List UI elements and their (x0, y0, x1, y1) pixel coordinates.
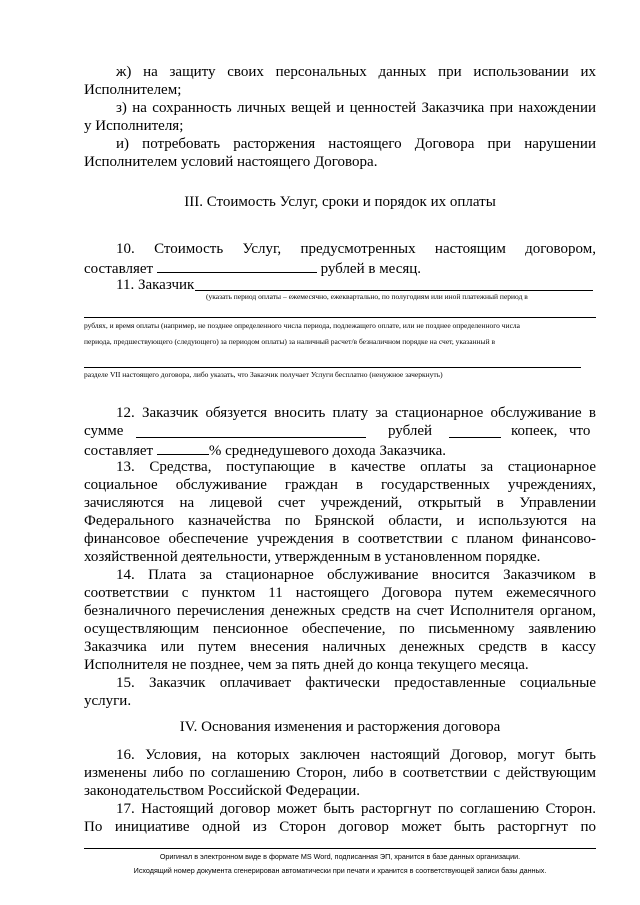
para-11-note1: (указать период оплаты – ежемесячно, ежеквартально, по полугодиям или иной платежный период в (206, 292, 528, 301)
para-zh-line2: Исполнителем; (84, 82, 182, 98)
para-12-word-chto: что (569, 423, 591, 439)
payment-period-blank (195, 290, 593, 291)
para-13-line5: финансовое обеспечение учреждения в соответствии с планом финансово- (84, 531, 596, 547)
para-11-note4: разделе VII настоящего договора, либо указать, что Заказчик получает Услуги бесплатно (ненужное зачеркнуть) (84, 370, 443, 379)
footer-line2: Исходящий номер документа сгенерирован автоматически при печати и хранится в соответствующей записи базы данных. (133, 866, 547, 875)
section3-heading: III. Стоимость Услуг, сроки и порядок их оплаты (184, 194, 496, 210)
para-14-line6: Исполнителя не позднее, чем за пять дней до конца текущего месяца. (84, 657, 529, 673)
para-15-line1: 15. Заказчик оплачивает фактически предоставленные социальные (116, 675, 596, 691)
para-13-line3: зачисляются на лицевой счет учреждений, открытый в Управлении (84, 495, 596, 511)
para-14-line2: соответствии с пунктом 11 настоящего Договора путем ежемесячного (84, 585, 596, 601)
para-16-line3: законодательством Российской Федерации. (84, 783, 361, 799)
para-i-line1: и) потребовать расторжения настоящего Договора при нарушении (116, 136, 596, 152)
para-11-line1: 11. Заказчик (116, 277, 195, 293)
para-16-line1: 16. Условия, на которых заключен настоящий Договор, могут быть (116, 747, 596, 763)
para-14-line4: осуществляющим пенсионное обеспечение, по письменному заявлению (84, 621, 596, 637)
note-rule-1 (84, 317, 596, 318)
para-13-line4: Федерального казначейства по Брянской области, и используются на (84, 513, 596, 529)
footer-line1: Оригинал в электронном виде в формате MS Word, подписанная ЭП, хранится в базе данных организации. (159, 852, 521, 861)
para-12-word-kopecks: копеек, (511, 423, 558, 439)
para-z-line1: з) на сохранность личных вещей и ценностей Заказчика при нахождении (116, 100, 596, 116)
para-12-line1: 12. Заказчик обязуется вносить плату за стационарное обслуживание в (116, 405, 596, 421)
para-13-line6: хозяйственной деятельности, утвержденным в установленном порядке. (84, 549, 541, 565)
sum-blank (136, 423, 366, 438)
para-zh-line1: ж) на защиту своих персональных данных при использовании их (116, 64, 596, 80)
para-i-line2: Исполнителем условий настоящего Договора. (84, 154, 378, 170)
para-11-note2: рублях, и время оплаты (например, не позднее определенного числа периода, подлежащего оплате, или не позднее определенного числа (84, 321, 520, 330)
para-17-line2: По инициативе одной из Сторон договор может быть расторгнут по (84, 819, 596, 835)
para-12-percent-text: % среднедушевого дохода Заказчика. (208, 443, 447, 459)
para-12-word-sostavlyaet: составляет (84, 443, 154, 459)
para-15-line2: услуги. (84, 693, 132, 709)
para-z-line2: у Исполнителя; (84, 118, 184, 134)
footer-divider (84, 848, 596, 849)
para-10-word-sostavlyaet: составляет (84, 261, 154, 277)
section4-heading: IV. Основания изменения и расторжения договора (179, 719, 501, 735)
para-12-word-rubles: рублей (388, 423, 433, 439)
para-11-note3: периода, предшествующего (следующего) за периодом оплаты) за наличный расчет/в безналичном порядке на счет, указанный в (84, 337, 496, 346)
para-13-line2: социальное обслуживание граждан в государственных учреждениях, (84, 477, 596, 493)
para-14-line1: 14. Плата за стационарное обслуживание вносится Заказчиком в (116, 567, 596, 583)
para-17-line1: 17. Настоящий договор может быть расторгнут по соглашению Сторон. (116, 801, 596, 817)
para-14-line3: безналичного перечисления денежных средств на счет Исполнителя органом, (84, 603, 596, 619)
para-10-line1: 10. Стоимость Услуг, предусмотренных настоящим договором, (116, 241, 596, 257)
para-14-line5: Заказчика или путем внесения наличных денежных средств в кассу (84, 639, 596, 655)
para-13-line1: 13. Средства, поступающие в качестве оплаты за стационарное (116, 459, 596, 475)
amount-blank (157, 258, 317, 273)
kopecks-blank (449, 423, 501, 438)
percent-blank (157, 440, 209, 455)
para-10-word-rubles: рублей в месяц. (320, 261, 422, 277)
para-12-line3 (84, 440, 596, 460)
para-16-line2: изменены либо по соглашению Сторон, либо в соответствии с действующим (84, 765, 596, 781)
para-12-word-summe: сумме (84, 423, 124, 439)
para-10-line2 (84, 258, 596, 278)
note-rule-2 (84, 367, 581, 368)
